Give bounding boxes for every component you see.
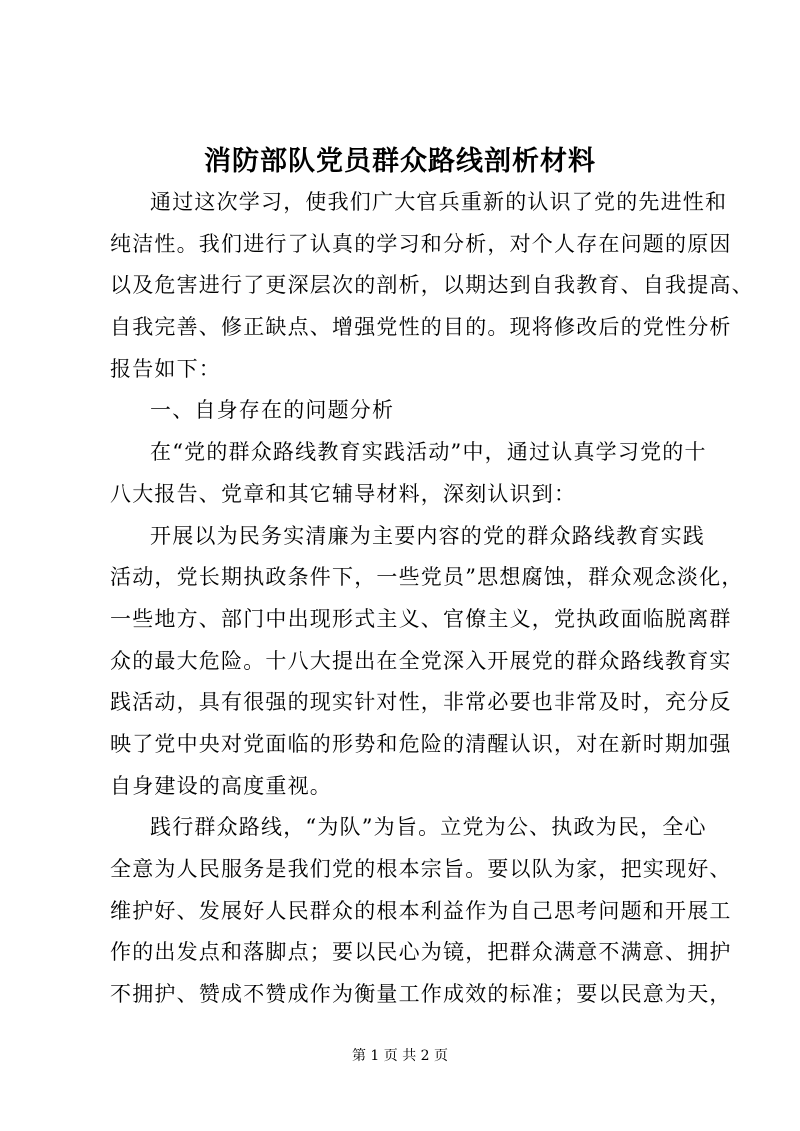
paragraph-line: 通过这次学习，使我们广大官兵重新的认识了党的先进性和 [150,190,728,214]
document-title: 消防部队党员群众路线剖析材料 [204,146,596,177]
paragraph-line: 不拥护、赞成不赞成作为衡量工作成效的标准；要以民意为天， [110,982,732,1007]
paragraph-line: 活动，党长期执政条件下，一些党员”思想腐蚀，群众观念淡化， [110,565,744,590]
paragraph-line: 众的最大危险。十八大提出在全党深入开展党的群众路线教育实 [110,648,732,673]
paragraph-line: 开展以为民务实清廉为主要内容的党的群众路线教育实践 [150,523,705,548]
paragraph-line: 践活动，具有很强的现实针对性，非常必要也非常及时，充分反 [110,690,732,715]
paragraph-line: 映了党中央对党面临的形势和危险的清醒认识，对在新时期加强 [110,731,732,756]
paragraph-line: 以及危害进行了更深层次的剖析，以期达到自我教育、自我提高、 [110,273,754,298]
paragraph-line: 八大报告、党章和其它辅导材料，深刻认识到： [110,481,577,506]
paragraph-line: 自我完善、修正缺点、增强党性的目的。现将修改后的党性分析 [110,315,732,340]
page-footer: 第 1 页 共 2 页 [351,1048,449,1064]
paragraph-line: 纯洁性。我们进行了认真的学习和分析，对个人存在问题的原因 [110,231,732,256]
paragraph-line: 一些地方、部门中出现形式主义、官僚主义，党执政面临脱离群 [110,606,732,631]
section-heading: 一、自身存在的问题分析 [150,398,395,423]
paragraph-line: 践行群众路线，“为队”为旨。立党为公、执政为民，全心 [150,815,707,840]
document-body [110,182,754,1016]
paragraph-line: 自身建设的高度重视。 [110,773,332,798]
paragraph-line: 作的出发点和落脚点；要以民心为镜，把群众满意不满意、拥护 [110,940,732,965]
paragraph-line: 报告如下： [110,356,221,381]
paragraph-line: 在“党的群众路线教育实践活动”中，通过认真学习党的十 [150,440,707,465]
paragraph-line: 全意为人民服务是我们党的根本宗旨。要以队为家，把实现好、 [110,857,732,881]
paragraph-line: 维护好、发展好人民群众的根本利益作为自己思考问题和开展工 [110,898,732,923]
